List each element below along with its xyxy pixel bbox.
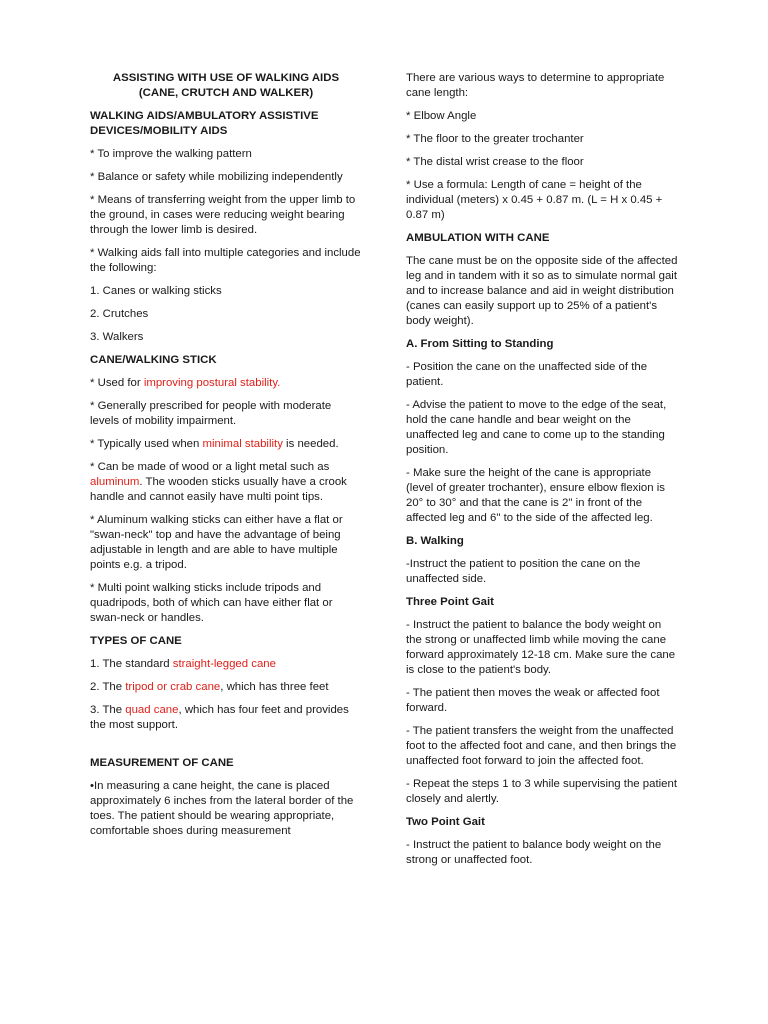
sitting-step-1: - Position the cane on the unaffected side of the patient. xyxy=(406,361,648,388)
heading-sitting-to-standing: A. From Sitting to Standing xyxy=(406,338,554,350)
cane-type-3: 3. The quad cane, which has four feet and provides the most support. xyxy=(90,704,349,731)
cane-length-method-1: * Elbow Angle xyxy=(406,110,477,122)
cane-point-2: * Generally prescribed for people with moderate levels of mobility impairment. xyxy=(90,400,332,427)
highlight-text: straight-legged cane xyxy=(172,658,276,670)
heading-types-of-cane: TYPES OF CANE xyxy=(90,635,182,647)
title-line-1: ASSISTING WITH USE OF WALKING AIDS xyxy=(112,72,340,84)
highlight-text: improving postural stability. xyxy=(143,377,281,389)
highlight-text: quad cane xyxy=(125,704,179,716)
right-column xyxy=(406,71,678,876)
category-2: 2. Crutches xyxy=(90,308,149,320)
heading-two-point-gait: Two Point Gait xyxy=(406,816,485,828)
three-point-step-3: - The patient transfers the weight from the unaffected foot to the affected foot and cane, and then brings the unaffected foot forward to join the affected foot. xyxy=(406,725,677,767)
cane-point-1: * Used for improving postural stability. xyxy=(90,377,281,389)
cane-length-method-3: * The distal wrist crease to the floor xyxy=(406,156,584,168)
left-column xyxy=(90,71,362,847)
three-point-step-1: - Instruct the patient to balance the body weight on the strong or unaffected limb while moving the cane forward approximately 12-18 cm. Make sure the cane is close to the patient's body. xyxy=(406,619,676,676)
aid-purpose-1: * To improve the walking pattern xyxy=(90,148,252,160)
heading-walking-aids: WALKING AIDS/AMBULATORY ASSISTIVE DEVICES/MOBILITY AIDS xyxy=(90,110,319,137)
category-3: 3. Walkers xyxy=(90,331,144,343)
cane-type-2: 2. The tripod or crab cane, which has three feet xyxy=(90,681,329,693)
heading-cane-walking-stick: CANE/WALKING STICK xyxy=(90,354,217,366)
measurement-text: •In measuring a cane height, the cane is placed approximately 6 inches from the lateral border of the toes. The patient should be wearing appropriate, comfortable shoes during measurement xyxy=(90,780,354,837)
highlight-text: minimal stability xyxy=(202,438,283,450)
cane-length-method-4: * Use a formula: Length of cane = height of the individual (meters) x 0.45 + 0.87 m. (L = H x 0.45 + 0.87 m) xyxy=(406,179,663,221)
heading-ambulation-with-cane: AMBULATION WITH CANE xyxy=(406,232,550,244)
three-point-step-2: - The patient then moves the weak or affected foot forward. xyxy=(406,687,660,714)
aid-purpose-2: * Balance or safety while mobilizing independently xyxy=(90,171,343,183)
category-1: 1. Canes or walking sticks xyxy=(90,285,222,297)
sitting-step-3: - Make sure the height of the cane is appropriate (level of greater trochanter), ensure elbow flexion is 20° to 30° and that the cane is 2" in front of the affected leg and 6" to the side of the affected leg. xyxy=(406,467,665,524)
cane-length-intro: There are various ways to determine to appropriate cane length: xyxy=(406,72,665,99)
heading-three-point-gait: Three Point Gait xyxy=(406,596,494,608)
sitting-step-2: - Advise the patient to move to the edge of the seat, hold the cane handle and bear weight on the unaffected leg and cane to come up to the standing position. xyxy=(406,399,667,456)
highlight-text: aluminum xyxy=(90,476,140,488)
document-title xyxy=(90,71,362,101)
cane-length-method-2: * The floor to the greater trochanter xyxy=(406,133,584,145)
walking-step-1: -Instruct the patient to position the cane on the unaffected side. xyxy=(406,558,641,585)
cane-type-1: 1. The standard straight-legged cane xyxy=(90,658,276,670)
highlight-text: tripod or crab cane xyxy=(125,681,221,693)
cane-point-5: * Aluminum walking sticks can either have a flat or "swan-neck" top and have the advantage of being adjustable in length and are able to have multiple points e.g. a tripod. xyxy=(90,514,343,571)
aid-purpose-3: * Means of transferring weight from the upper limb to the ground, in cases were reducing weight bearing through the lower limb is desired. xyxy=(90,194,356,236)
aid-purpose-4: * Walking aids fall into multiple categories and include the following: xyxy=(90,247,361,274)
heading-measurement-of-cane: MEASUREMENT OF CANE xyxy=(90,757,234,769)
three-point-step-4: - Repeat the steps 1 to 3 while supervising the patient closely and alertly. xyxy=(406,778,678,805)
cane-point-6: * Multi point walking sticks include tripods and quadripods, both of which can have either flat or swan-neck or handles. xyxy=(90,582,333,624)
cane-point-4: * Can be made of wood or a light metal such as aluminum. The wooden sticks usually have a crook handle and cannot easily have multi point tips. xyxy=(90,461,347,503)
two-point-step-1: - Instruct the patient to balance body weight on the strong or unaffected foot. xyxy=(406,839,662,866)
ambulation-text: The cane must be on the opposite side of the affected leg and in tandem with it so as to simulate normal gait and to increase balance and aid in weight distribution (canes can easily support up to 25% of a patient's body weight). xyxy=(406,255,678,327)
heading-walking: B. Walking xyxy=(406,535,464,547)
cane-point-3: * Typically used when minimal stability is needed. xyxy=(90,438,339,450)
title-line-2: (CANE, CRUTCH AND WALKER) xyxy=(138,87,314,99)
